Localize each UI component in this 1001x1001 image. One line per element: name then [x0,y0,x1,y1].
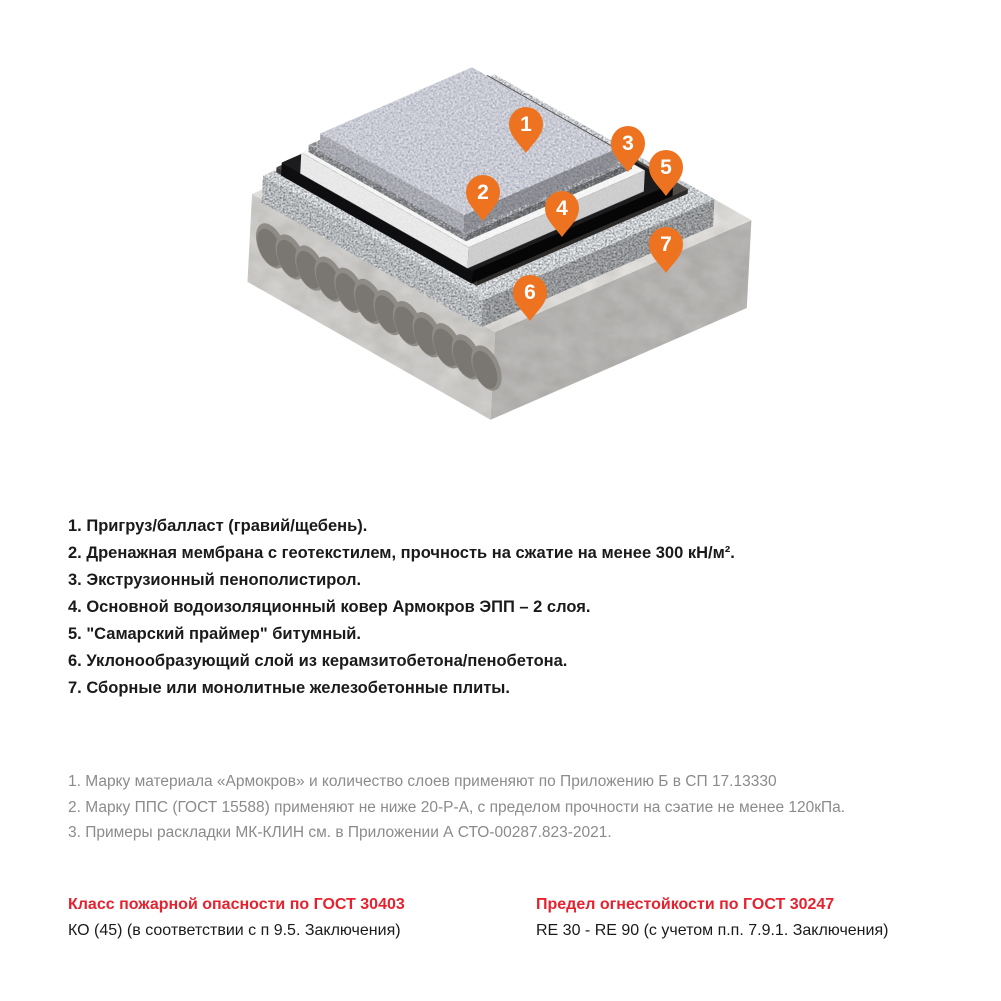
legend-item: 4. Основной водоизоляционный ковер Армокров ЭПП – 2 слоя. [68,598,591,616]
fire-class-value: КО (45) (в соответствии с п 9.5. Заключения) [68,922,401,939]
legend-item: 3. Экструзионный пенополистирол. [68,571,362,589]
fire-class-block [68,896,405,940]
legend-list [68,513,735,702]
legend-item: 5. "Самарский праймер" битумный. [68,625,362,643]
legend-item: 6. Уклонообразующий слой из керамзитобетона/пенобетона. [68,652,568,670]
footnote-item: 3. Примеры раскладки МК-КЛИН см. в Приложении А СТО-00287.823-2021. [68,824,612,842]
fire-class-title: Класс пожарной опасности по ГОСТ 30403 [68,896,405,913]
legend-item: 2. Дренажная мембрана с геотекстилем, прочность на сжатие на менее 300 кН/м². [68,544,735,562]
roof-layers-diagram [0,0,1001,470]
footnotes [68,769,845,846]
footnote-item: 2. Марку ППС (ГОСТ 15588) применяют не ниже 20-Р-А, с пределом прочности на сэатие не менее 120кПа. [68,798,846,816]
marker-number: 4 [556,197,568,220]
marker-number: 5 [660,156,672,179]
legend-item: 1. Пригруз/балласт (гравий/щебень). [68,517,368,535]
marker-number: 3 [622,132,634,155]
fire-resistance-value: RE 30 - RE 90 (с учетом п.п. 7.9.1. Заключения) [536,922,889,939]
marker-number: 1 [520,113,532,136]
marker-number: 2 [477,181,489,204]
legend-item: 7. Сборные или монолитные железобетонные плиты. [68,679,510,697]
fire-resistance-title: Предел огнестойкости по ГОСТ 30247 [536,896,835,913]
marker-number: 6 [524,281,536,304]
fire-resistance-block [536,896,888,940]
marker-number: 7 [660,233,672,256]
footnote-item: 1. Марку материала «Армокров» и количество слоев применяют по Приложению Б в СП 17.13330 [68,773,777,790]
